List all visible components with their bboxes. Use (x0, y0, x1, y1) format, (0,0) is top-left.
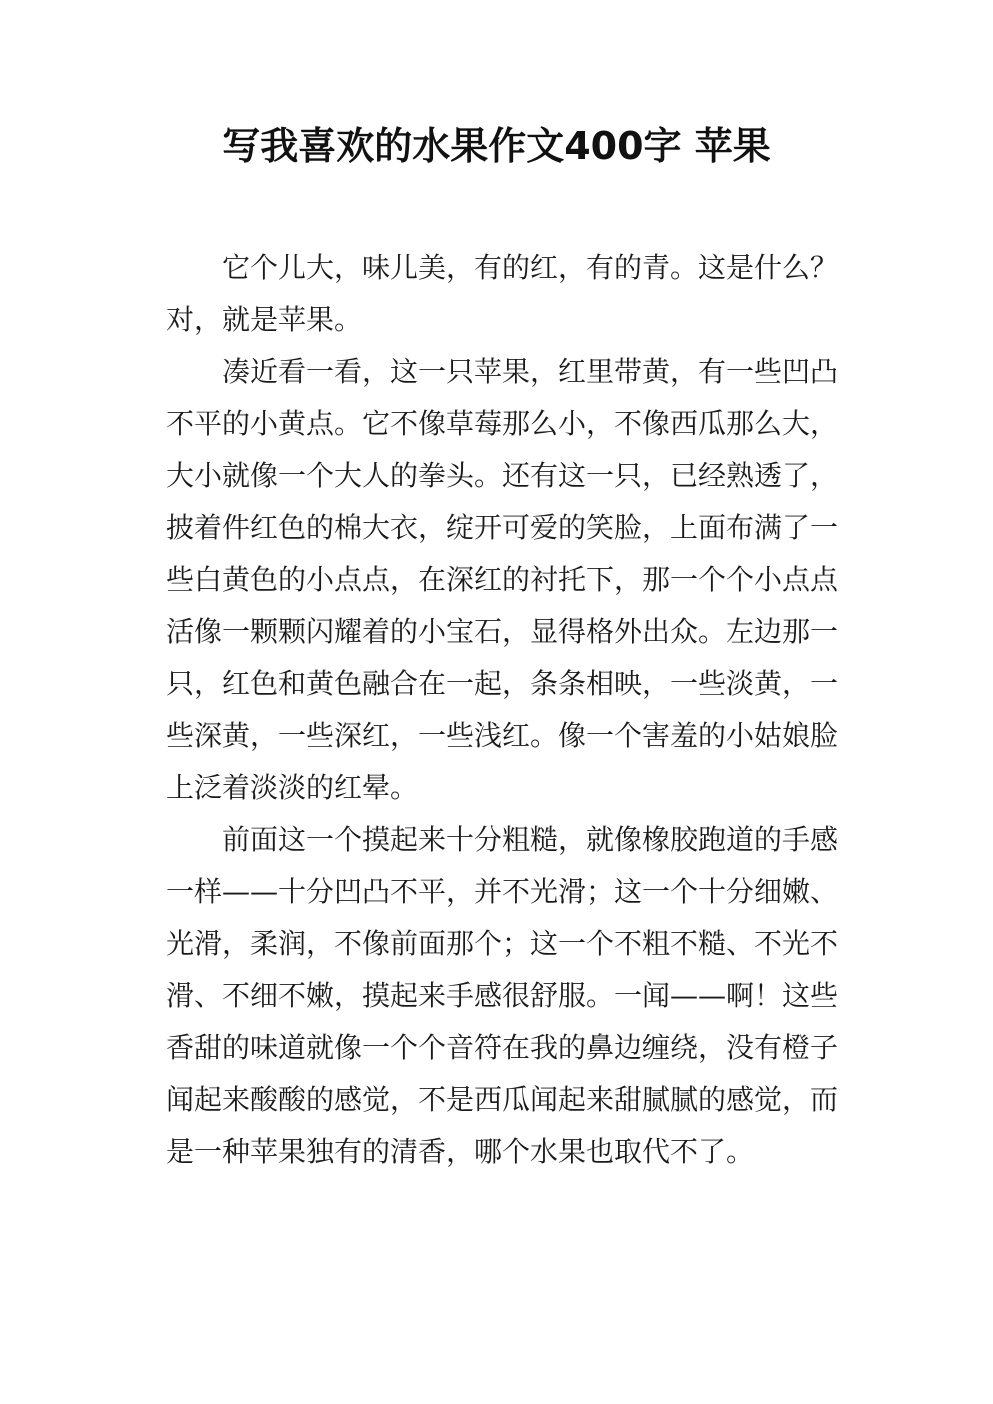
paragraph-2: 凑近看一看，这一只苹果，红里带黄，有一些凹凸不平的小黄点。它不像草莓那么小，不像西瓜那么大，大小就像一个大人的拳头。还有这一只，已经熟透了，披着件红色的棉大衣，绽开可爱的笑脸，上面布满了一些白黄色的小点点，在深红的衬托下，那一个个小点点活像一颗颗闪耀着的小宝石，显得格外出众。左边那一只，红色和黄色融合在一起，条条相映，一些淡黄，一些深黄，一些深红，一些浅红。像一个害羞的小姑娘脸上泛着淡淡的红晕。 (166, 355, 839, 804)
essay-body (166, 242, 838, 1178)
paragraph-3: 前面这一个摸起来十分粗糙，就像橡胶跑道的手感一样——十分凹凸不平，并不光滑；这一个十分细嫩、光滑，柔润，不像前面那个；这一个不粗不糙、不光不滑、不细不嫩，摸起来手感很舒服。一闻——啊！这些香甜的味道就像一个个音符在我的鼻边缠绕，没有橙子闻起来酸酸的感觉，不是西瓜闻起来甜腻腻的感觉，而是一种苹果独有的清香，哪个水果也取代不了。 (166, 823, 839, 1168)
paragraph-1: 它个儿大，味儿美，有的红，有的青。这是什么？对，就是苹果。 (166, 251, 839, 336)
page-title: 写我喜欢的水果作文400字 苹果 (222, 124, 771, 168)
